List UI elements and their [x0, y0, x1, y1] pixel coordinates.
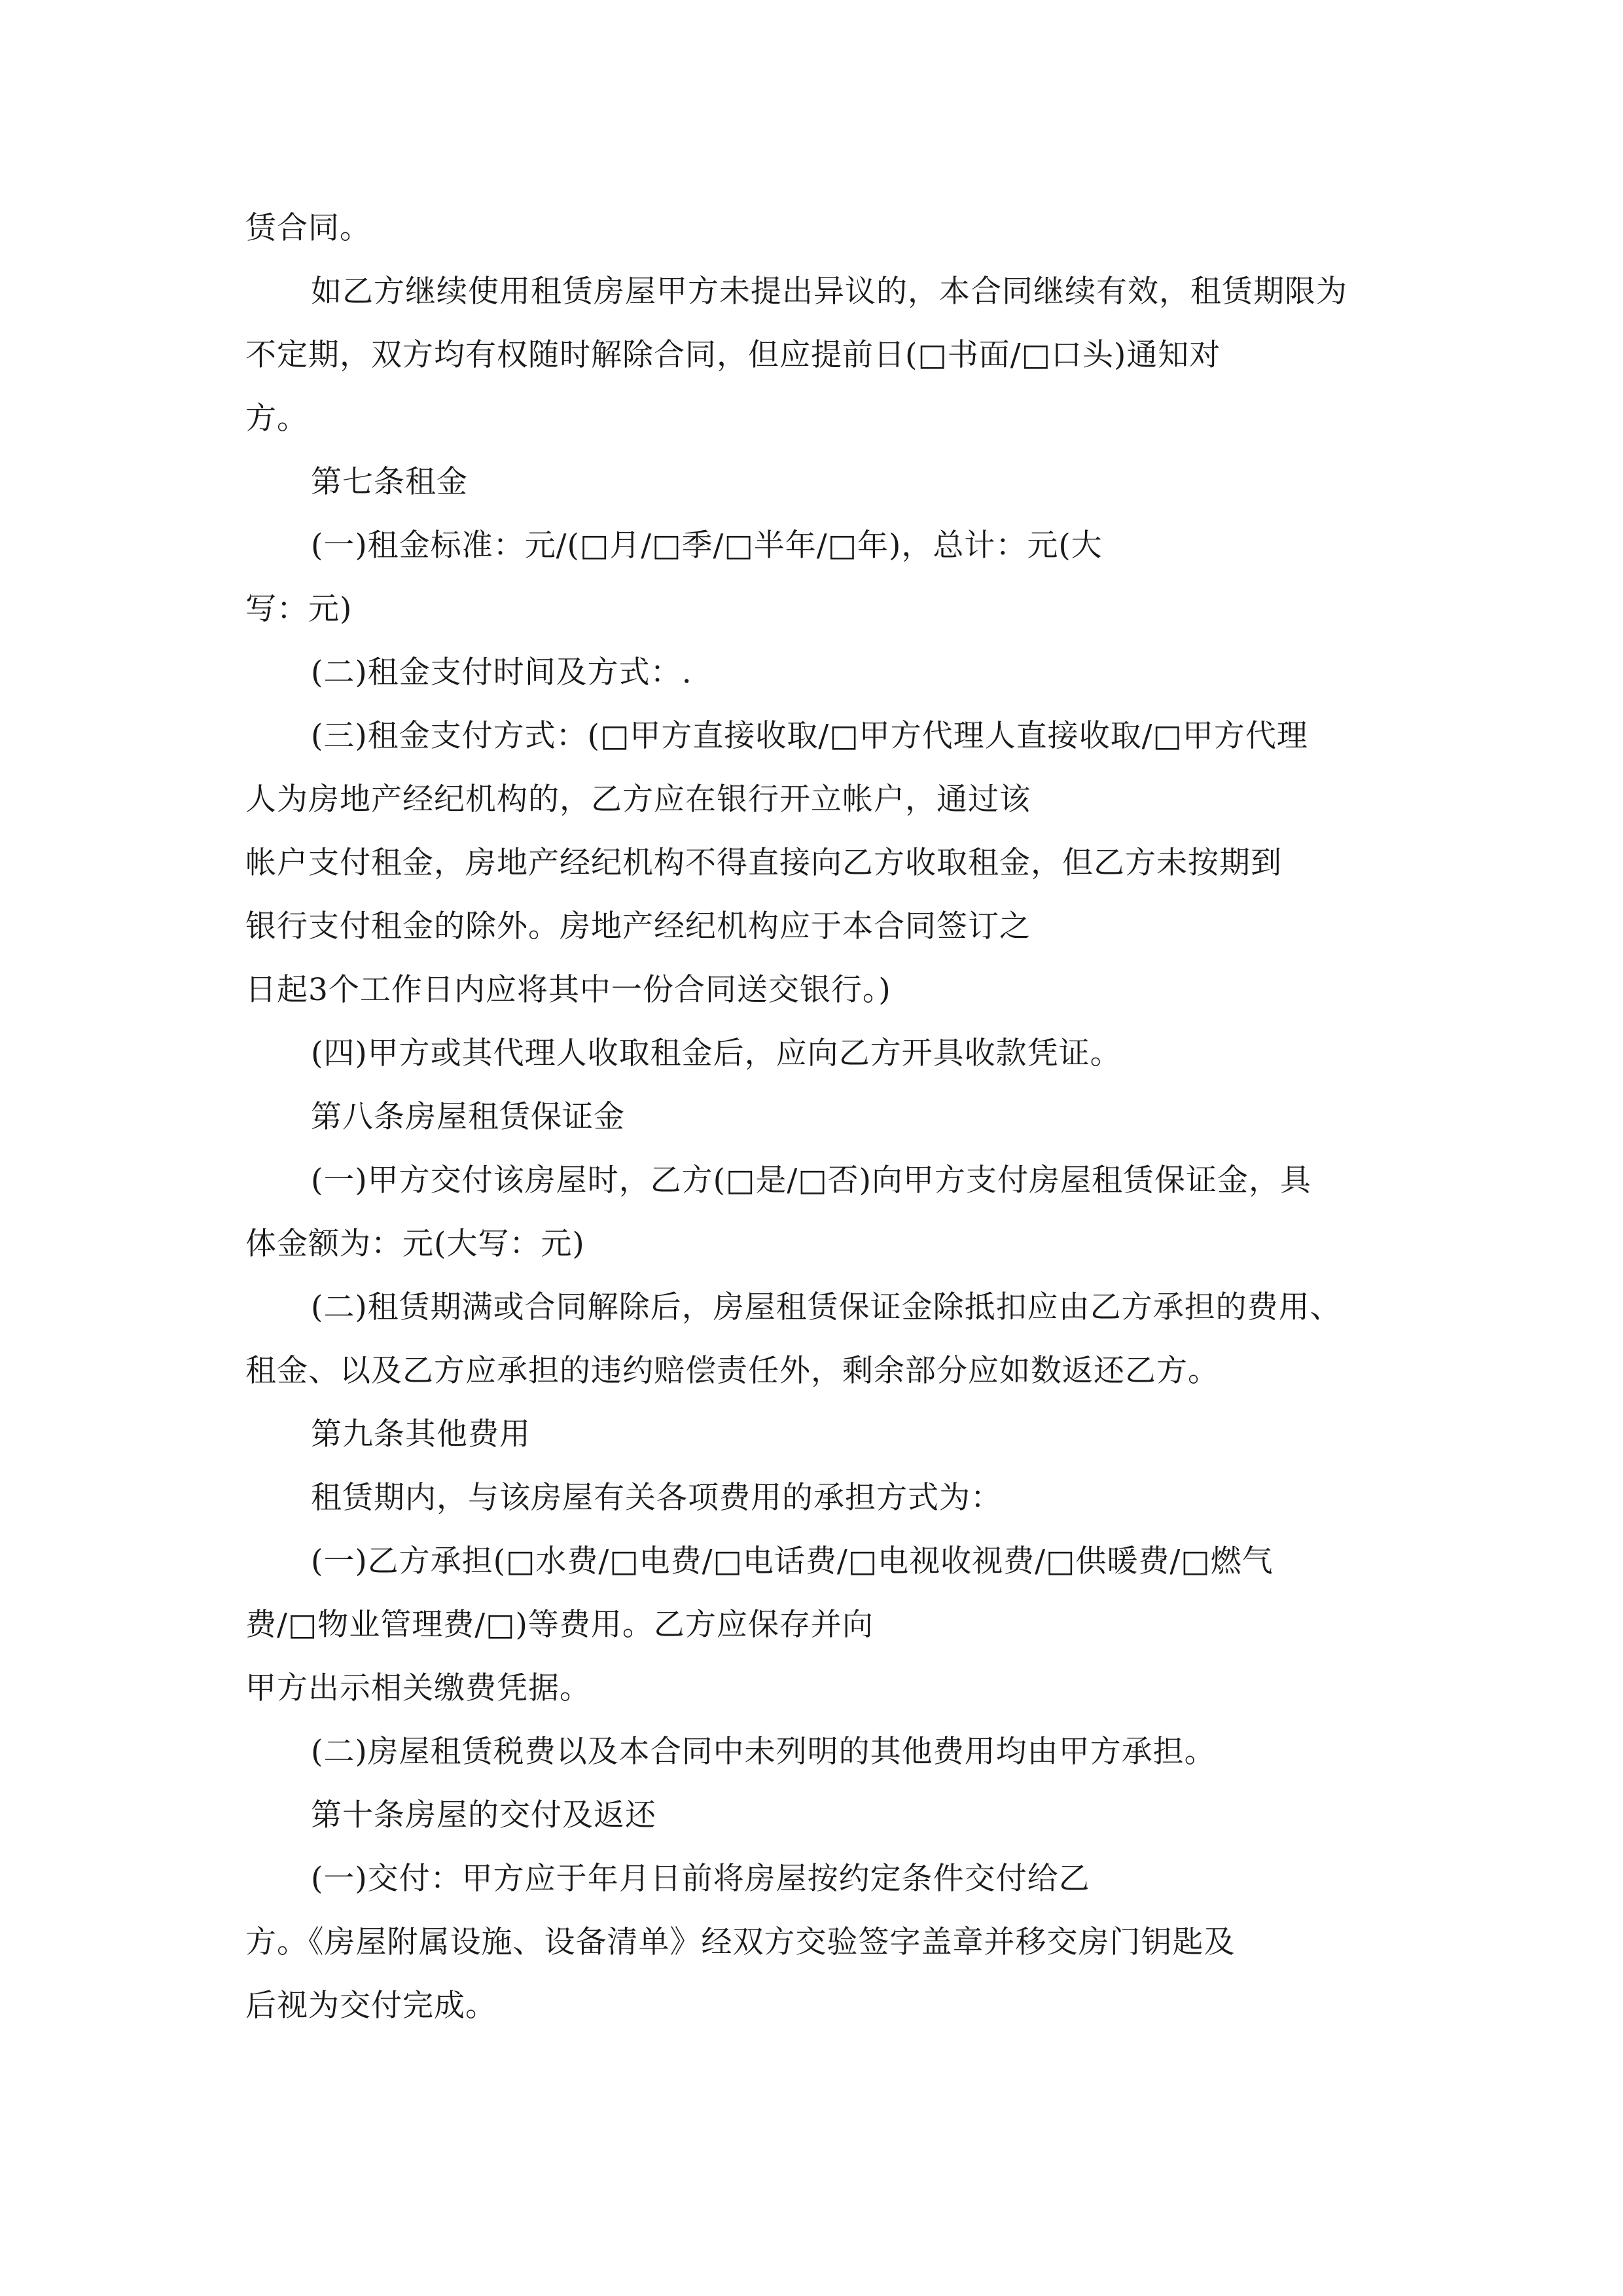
text-line: [0, 1339, 1623, 1403]
text-segment: (三)租金支付方式：(□甲方直接收取/□甲方代理人直接收取/□甲方代理: [311, 718, 1308, 754]
text-segment: 第八条房屋租赁保证金: [311, 1099, 625, 1135]
text-line: [0, 323, 1623, 387]
text-segment: 不定期，双方均有权随时解除合同，但应提前: [245, 337, 874, 373]
text-line: [0, 958, 1623, 1022]
text-segment: 如乙方继续使用租赁房屋甲方未提出异议的，本合同继续有效，租赁期限为: [311, 274, 1347, 310]
text-segment: 第十条房屋的交付及返还: [311, 1797, 656, 1833]
text-segment: 银行。): [799, 972, 891, 1008]
text-line: [0, 641, 1623, 704]
text-segment: 元(大: [1027, 528, 1103, 564]
text-segment: 帐户支付租金，房地产经纪机构不得直接向乙方收取租金，但乙方未按期到: [245, 845, 1282, 881]
section-heading: [0, 1784, 1623, 1847]
text-segment: 银行支付租金的除外。房地产经纪机构应于本合同签订之: [245, 908, 1031, 944]
text-line: [0, 1466, 1623, 1530]
section-heading: [0, 1403, 1623, 1466]
text-segment: 方。: [245, 401, 308, 437]
text-segment: 日起3个工作日内应将其中一份合同送交: [245, 972, 800, 1008]
text-segment: 元(大写：: [402, 1226, 541, 1262]
section-heading: [0, 450, 1623, 514]
text-segment: 租金、以及乙方应承担的违约赔偿责任外，剩余部分应如数返还乙方。: [245, 1353, 1219, 1389]
text-segment: (一)甲方交付该房屋时，乙方(□是/□否)向甲方支付房屋租赁保证金，具: [311, 1162, 1311, 1198]
text-segment: (二)租金支付时间及方式：: [311, 655, 682, 691]
text-line: [0, 895, 1623, 958]
text-segment: 元): [308, 591, 353, 627]
text-segment: 赁合同。: [245, 210, 371, 246]
text-line: [0, 1974, 1623, 2037]
text-line: [0, 1212, 1623, 1276]
text-line: [0, 1530, 1623, 1593]
text-line: [0, 196, 1623, 260]
text-line: [0, 260, 1623, 323]
text-line: [0, 1276, 1623, 1339]
text-line: [0, 1593, 1623, 1657]
text-line: [0, 577, 1623, 641]
text-segment: 费/□物业管理费/□: [245, 1607, 516, 1643]
text-line: [0, 1910, 1623, 1974]
text-segment: (一)乙方承担(□水费/□电费/□电话费/□电视收视费/□供暖费/□燃气: [311, 1543, 1274, 1579]
text-segment: 银行开立帐户，通过该: [717, 781, 1031, 817]
text-line: [0, 1847, 1623, 1910]
text-line: [0, 1022, 1623, 1085]
text-segment: (一)租金标准：: [311, 528, 525, 564]
text-segment: )等费用。乙方应保存并向: [515, 1607, 874, 1643]
text-segment: 租赁期内，与该房屋有关各项费用的承担方式为：: [311, 1480, 1002, 1516]
text-segment: 第九条其他费用: [311, 1416, 531, 1452]
text-line: [0, 387, 1623, 450]
text-segment: 月: [618, 1861, 651, 1897]
text-segment: 元/(□月/□季/□半年/□年)，总计：: [524, 528, 1027, 564]
text-segment: .: [681, 655, 692, 691]
text-segment: (二)租赁期满或合同解除后，房屋租赁保证金除抵扣应由乙方承担的费用、: [311, 1289, 1342, 1325]
text-segment: 体金额为：: [245, 1226, 402, 1262]
text-segment: 日前将房屋按约定条件交付给乙: [650, 1861, 1090, 1897]
text-segment: (一)交付：甲方应于: [311, 1861, 588, 1897]
text-segment: 后视为交付完成。: [245, 1988, 497, 2024]
text-segment: 方。《房屋附属设施、设备清单》经双方交验签字盖章并移交房门钥匙及: [245, 1924, 1236, 1960]
text-segment: 日(□书面/□口头)通知对: [874, 337, 1221, 373]
text-line: [0, 704, 1623, 768]
text-segment: 人为房地产经纪机构的，乙方应在: [245, 781, 717, 817]
text-line: [0, 1149, 1623, 1212]
text-segment: (二)房屋租赁税费以及本合同中未列明的其他费用均由甲方承担。: [311, 1734, 1216, 1770]
text-line: [0, 1720, 1623, 1784]
text-line: [0, 514, 1623, 577]
text-line: [0, 831, 1623, 895]
text-line: [0, 768, 1623, 831]
text-segment: 元): [541, 1226, 585, 1262]
text-segment: (四)甲方或其代理人收取租金后，应向乙方开具收款凭证。: [311, 1035, 1122, 1071]
section-heading: [0, 1085, 1623, 1149]
text-line: [0, 1657, 1623, 1720]
text-segment: 甲方出示相关缴费凭据。: [245, 1670, 591, 1706]
text-segment: 年: [587, 1861, 619, 1897]
text-segment: 写：: [245, 591, 308, 627]
text-segment: 第七条租金: [311, 464, 468, 500]
